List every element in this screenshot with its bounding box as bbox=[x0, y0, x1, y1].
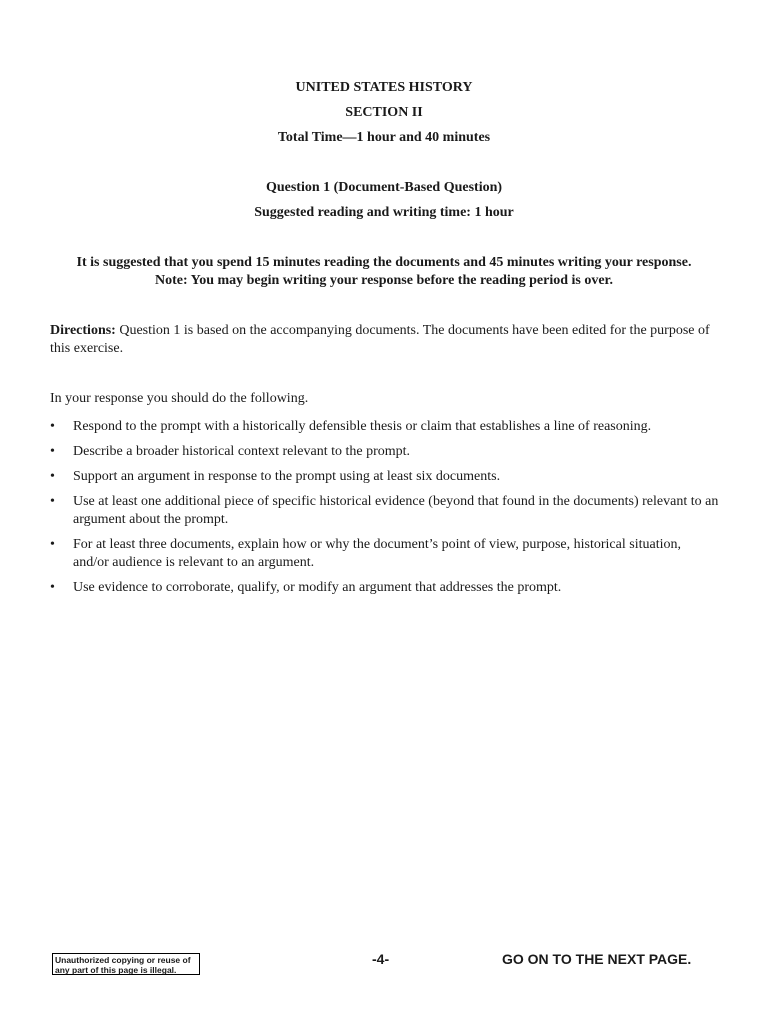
directions-label: Directions: bbox=[50, 323, 116, 338]
total-time: Total Time—1 hour and 40 minutes bbox=[277, 130, 491, 145]
requirements-list bbox=[50, 418, 720, 604]
bullet-icon: • bbox=[50, 537, 55, 552]
question-title: Question 1 (Document-Based Question) bbox=[265, 180, 503, 195]
suggested-time: Suggested reading and writing time: 1 hour bbox=[254, 205, 514, 220]
list-item-text: Use evidence to corroborate, qualify, or modify an argument that addresses the prompt. bbox=[73, 580, 562, 595]
response-intro: In your response you should do the following. bbox=[50, 391, 309, 406]
list-item bbox=[50, 536, 720, 572]
list-item bbox=[50, 579, 720, 597]
bullet-icon: • bbox=[50, 419, 55, 434]
list-item-text: Use at least one additional piece of specific historical evidence (beyond that found in the documents) relevant to an argument about the prompt. bbox=[73, 494, 719, 527]
copyright-notice: Unauthorized copying or reuse of any part of this page is illegal. bbox=[52, 953, 200, 975]
list-item bbox=[50, 468, 720, 486]
list-item bbox=[50, 418, 720, 436]
list-item-text: Respond to the prompt with a historically defensible thesis or claim that establishes a line of reasoning. bbox=[73, 419, 652, 434]
list-item bbox=[50, 443, 720, 461]
list-item-text: Support an argument in response to the prompt using at least six documents. bbox=[73, 469, 501, 484]
directions-paragraph bbox=[50, 322, 720, 358]
bullet-icon: • bbox=[50, 580, 55, 595]
page-number: -4- bbox=[372, 951, 390, 967]
bullet-icon: • bbox=[50, 469, 55, 484]
list-item-text: Describe a broader historical context relevant to the prompt. bbox=[73, 444, 411, 459]
next-page-instruction: GO ON TO THE NEXT PAGE. bbox=[502, 951, 692, 967]
notice-line-2: Note: You may begin writing your response before the reading period is over. bbox=[155, 273, 613, 288]
subject-heading: UNITED STATES HISTORY bbox=[295, 80, 473, 95]
list-item bbox=[50, 493, 720, 529]
list-item-text: For at least three documents, explain how or why the document’s point of view, purpose, historical situation, and/or audience is relevant to an argument. bbox=[73, 537, 681, 570]
notice-line-1: It is suggested that you spend 15 minutes reading the documents and 45 minutes writing your response. bbox=[76, 255, 692, 270]
directions-text: Question 1 is based on the accompanying documents. The documents have been edited for the purpose of this exercise. bbox=[50, 323, 710, 356]
bullet-icon: • bbox=[50, 444, 55, 459]
bullet-icon: • bbox=[50, 494, 55, 509]
section-heading: SECTION II bbox=[345, 105, 423, 120]
